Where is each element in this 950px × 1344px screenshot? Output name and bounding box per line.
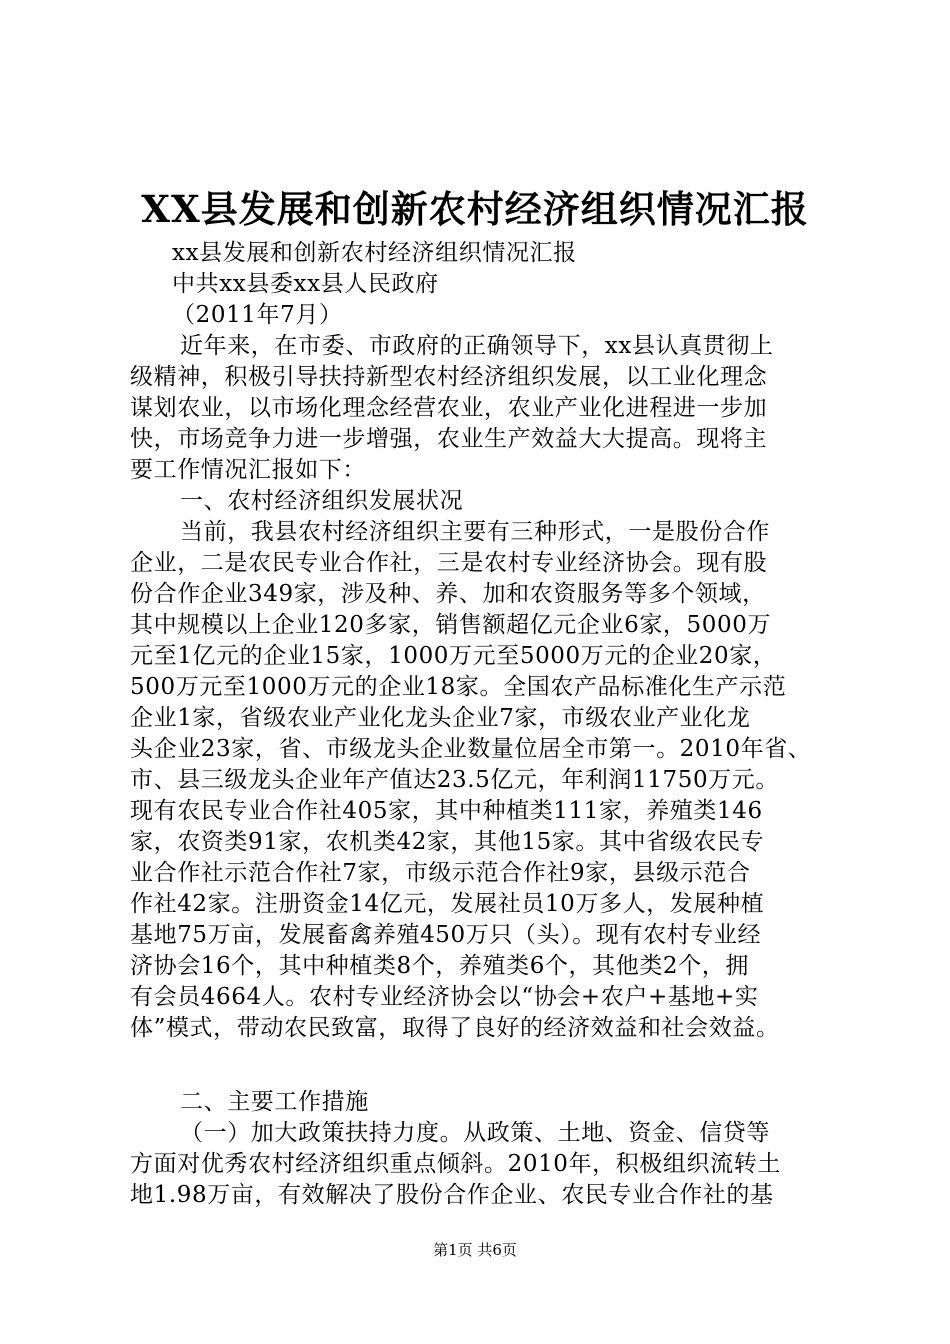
section1-heading: 一、农村经济组织发展状况: [180, 488, 464, 514]
intro-line: 近年来，在市委、市政府的正确领导下，xx县认真贯彻上: [180, 333, 774, 359]
document-title: XX县发展和创新农村经济组织情况汇报: [141, 187, 809, 231]
section1-line: 份合作企业349家，涉及种、养、加和农资服务等多个领域，: [130, 581, 766, 607]
section1-line: 有会员4664人。农村专业经济协会以“协会+农户+基地+实: [130, 984, 759, 1010]
section1-line: 企业，二是农民专业合作社，三是农村专业经济协会。现有股: [130, 550, 768, 576]
section1-line: 其中规模以上企业120多家，销售额超亿元企业6家，5000万: [130, 612, 772, 638]
section1-line: 市、县三级龙头企业年产值达23.5亿元，年利润11750万元。: [130, 767, 779, 793]
section1-line: 500万元至1000万元的企业18家。全国农产品标准化生产示范: [130, 674, 787, 700]
page-number-footer: 第1页 共6页: [433, 1241, 517, 1259]
section1-line: 现有农民专业合作社405家，其中种植类111家，养殖类146: [130, 798, 763, 824]
section1-line: 头企业23家，省、市级龙头企业数量位居全市第一。2010年省、: [130, 736, 812, 762]
section1-line: 企业1家，省级农业产业化龙头企业7家，市级农业产业化龙: [130, 705, 751, 731]
issuer-line: 中共xx县委xx县人民政府: [172, 271, 439, 297]
section2-line: 方面对优秀农村经济组织重点倾斜。2010年，积极组织流转土: [130, 1151, 781, 1177]
intro-line: 级精神，积极引导扶持新型农村经济组织发展，以工业化理念: [130, 364, 768, 390]
section1-line: 基地75万亩，发展畜禽养殖450万只（头）。现有农村专业经: [130, 922, 762, 948]
section1-line: 业合作社示范合作社7家，市级示范合作社9家，县级示范合: [130, 860, 751, 886]
intro-line: 谋划农业，以市场化理念经营农业，农业产业化进程进一步加: [130, 395, 768, 421]
section2-line: 地1.98万亩，有效解决了股份合作企业、农民专业合作社的基: [130, 1182, 774, 1208]
section1-line: 家，农资类91家，农机类42家，其他15家。其中省级农民专: [130, 829, 765, 855]
intro-line: 快，市场竞争力进一步增强，农业生产效益大大提高。现将主: [130, 426, 768, 452]
section2-line: （一）加大政策扶持力度。从政策、土地、资金、信贷等: [180, 1120, 770, 1146]
section2-heading: 二、主要工作措施: [180, 1089, 369, 1115]
section1-line: 当前，我县农村经济组织主要有三种形式，一是股份合作: [180, 519, 770, 545]
section1-line: 作社42家。注册资金14亿元，发展社员10万多人，发展种植: [130, 891, 765, 917]
document-subtitle: xx县发展和创新农村经济组织情况汇报: [172, 240, 577, 266]
date-line: （2011年7月）: [172, 302, 343, 328]
section1-line: 元至1亿元的企业15家，1000万元至5000万元的企业20家，: [130, 643, 777, 669]
section1-line: 济协会16个，其中种植类8个，养殖类6个，其他类2个，拥: [130, 953, 749, 979]
intro-line: 要工作情况汇报如下：: [130, 457, 366, 483]
section1-line: 体”模式，带动农民致富，取得了良好的经济效益和社会效益。: [130, 1015, 780, 1041]
